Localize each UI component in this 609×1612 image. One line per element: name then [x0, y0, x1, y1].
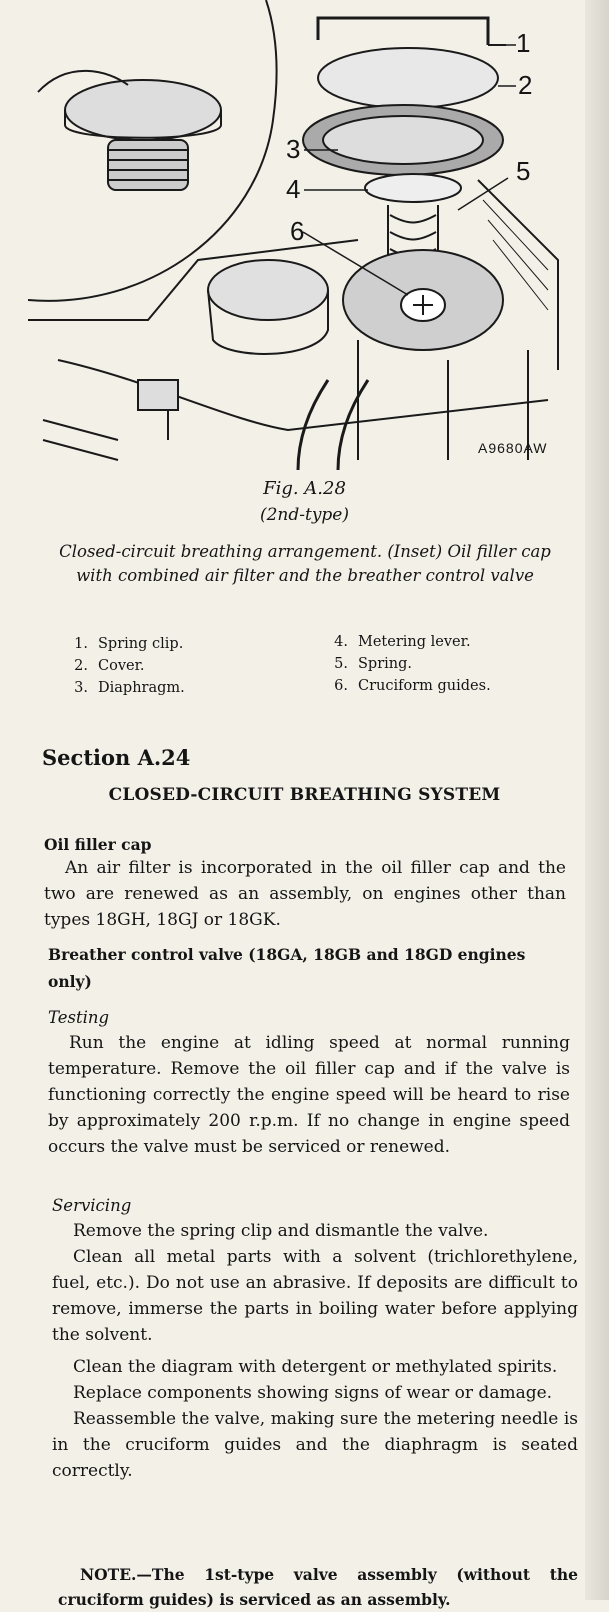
testing-text: Run the engine at idling speed at normal running temperature. Remove the oil filler cap and if the valve is functioning correctly the engine speed will be heard to rise by approximately 200 r.p.m. If no change in engine speed occurs the valve must be serviced or renewed.	[48, 1033, 570, 1157]
figure-code: A9680AW	[478, 440, 548, 456]
legend-label: Spring clip.	[98, 636, 184, 652]
callout-2: 2	[518, 70, 533, 100]
servicing-step: Reassemble the valve, making sure the metering needle is in the cruciform guides and the diaphragm is seated correctly.	[52, 1409, 578, 1481]
oil-filler-cap-paragraph	[44, 855, 566, 933]
legend-number: 4.	[334, 634, 348, 650]
oil-filler-cap-text: An air filter is incorporated in the oil filler cap and the two are renewed as an assembly, on engines other than types 18GH, 18GJ or 18GK.	[44, 858, 566, 930]
legend-label: Metering lever.	[358, 634, 471, 650]
legend-number: 2.	[74, 658, 88, 674]
legend-label: Diaphragm.	[98, 680, 185, 696]
legend-number: 1.	[74, 636, 88, 652]
servicing-heading: Servicing	[52, 1196, 132, 1215]
engine-illustration	[28, 0, 568, 470]
legend-item	[60, 677, 185, 699]
servicing-step: Replace components showing signs of wear or damage.	[73, 1383, 553, 1403]
legend-item	[320, 653, 491, 675]
legend-label: Cruciform guides.	[358, 678, 491, 694]
breather-valve-heading	[48, 945, 573, 991]
section-title: CLOSED-CIRCUIT BREATHING SYSTEM	[108, 785, 501, 805]
figure-title: Fig. A.28	[263, 478, 346, 499]
testing-heading: Testing	[48, 1008, 110, 1027]
oil-filler-cap-heading: Oil filler cap	[44, 835, 152, 854]
legend-number: 6.	[334, 678, 348, 694]
servicing-step: Clean the diagram with detergent or methylated spirits.	[73, 1357, 558, 1377]
figure-subtitle: (2nd-type)	[259, 505, 350, 525]
note-text: NOTE.—The 1st-type valve assembly (without the cruciform guides) is serviced as an assembly.	[58, 1565, 578, 1609]
figure-caption: Closed-circuit breathing arrangement. (Inset) Oil filler cap with combined air filter and the breather control valve	[59, 542, 551, 585]
legend-item	[60, 655, 185, 677]
servicing-step: Clean all metal parts with a solvent (trichlorethylene, fuel, etc.). Do not use an abrasive. If deposits are difficult to remove, immerse the parts in boiling water before applying the solvent.	[52, 1247, 578, 1345]
callout-1: 1	[516, 28, 531, 58]
legend-item	[320, 631, 491, 653]
callout-6: 6	[290, 216, 305, 246]
callout-5: 5	[516, 156, 531, 186]
legend-item	[60, 633, 185, 655]
legend-number: 3.	[74, 680, 88, 696]
callout-3: 3	[286, 134, 301, 164]
servicing-step: Remove the spring clip and dismantle the valve.	[73, 1221, 489, 1241]
legend-label: Spring.	[358, 656, 413, 672]
testing-paragraph	[48, 1030, 570, 1160]
breather-valve-heading-line2: only)	[48, 972, 92, 991]
legend-left	[60, 633, 185, 699]
callout-4: 4	[286, 174, 301, 204]
legend-right	[320, 631, 491, 697]
servicing-paragraphs	[52, 1218, 578, 1484]
legend-label: Cover.	[98, 658, 145, 674]
breather-valve-heading-line1: Breather control valve (18GA, 18GB and 18GD engines	[48, 945, 526, 964]
section-heading: Section A.24	[42, 745, 191, 770]
legend-item	[320, 675, 491, 697]
legend-number: 5.	[334, 656, 348, 672]
